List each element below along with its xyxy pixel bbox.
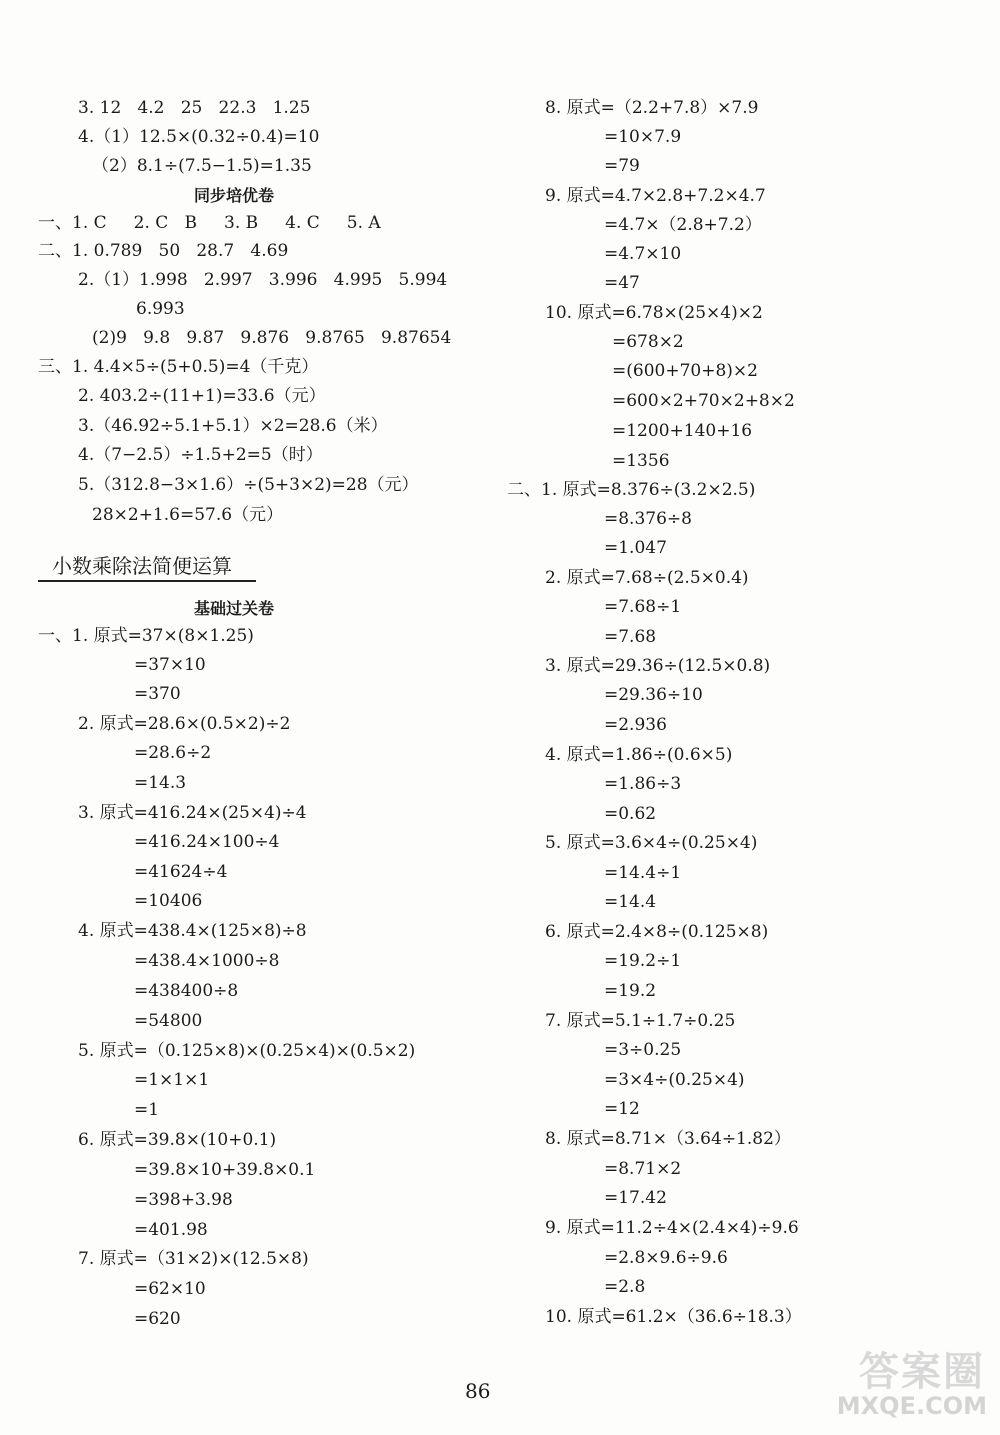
answer-line: 5.（312.8−3×1.6）÷(5+3×2)=28（元） [78, 475, 419, 495]
answer-line: =47 [604, 273, 640, 293]
answer-line: 10. 原式=61.2×（36.6÷18.3） [545, 1307, 802, 1327]
answer-line: =1200+140+16 [612, 421, 753, 441]
answer-line: =28.6÷2 [134, 743, 212, 763]
answer-line: 4. 原式=1.86÷(0.6×5) [545, 745, 733, 765]
answer-line: 9. 原式=4.7×2.8+7.2×4.7 [545, 186, 766, 206]
answer-line: =79 [604, 156, 640, 176]
answer-line: =1 [134, 1100, 160, 1120]
answer-line: =1356 [612, 451, 670, 471]
page-number: 86 [465, 1379, 491, 1403]
subsection-heading: 基础过关卷 [194, 599, 275, 618]
answer-line: =62×10 [134, 1279, 206, 1299]
section-title-underline [38, 580, 256, 582]
answer-line: =370 [134, 684, 181, 704]
answer-line: =19.2 [604, 981, 657, 1001]
answer-line: =39.8×10+39.8×0.1 [134, 1160, 316, 1180]
answer-line: 一、1. 原式=37×(8×1.25) [38, 626, 254, 646]
answer-line: 6. 原式=39.8×(10+0.1) [78, 1130, 277, 1150]
answer-line: =4.7×（2.8+7.2） [604, 215, 762, 235]
answer-line: 2. 原式=7.68÷(2.5×0.4) [545, 568, 749, 588]
answer-line: (2)9 9.8 9.87 9.876 9.8765 9.87654 [92, 328, 452, 348]
answer-line: 6.993 [136, 299, 185, 319]
watermark-text: 答案圈 [859, 1349, 985, 1395]
answer-line: =10×7.9 [604, 127, 682, 147]
answer-line: =678×2 [612, 332, 684, 352]
answer-line: =14.4÷1 [604, 863, 682, 883]
answer-line: =29.36÷10 [604, 685, 703, 705]
answer-line: =416.24×100÷4 [134, 832, 280, 852]
answer-line: =1×1×1 [134, 1070, 210, 1090]
answer-line: =600×2+70×2+8×2 [612, 391, 795, 411]
answer-line: 8. 原式=8.71×（3.64÷1.82） [545, 1129, 791, 1149]
answer-line: =(600+70+8)×2 [612, 361, 758, 381]
answer-line: 2. 原式=28.6×(0.5×2)÷2 [78, 714, 291, 734]
answer-line: =41624÷4 [134, 862, 228, 882]
answer-line: 三、1. 4.4×5÷(5+0.5)=4（千克） [38, 357, 319, 377]
answer-line: =12 [604, 1099, 640, 1119]
answer-line: 8. 原式=（2.2+7.8）×7.9 [545, 98, 759, 118]
answer-line: 3.（46.92÷5.1+5.1）×2=28.6（米） [78, 416, 388, 436]
answer-line: 4. 原式=438.4×(125×8)÷8 [78, 921, 307, 941]
answer-line: =8.71×2 [604, 1159, 682, 1179]
answer-line: 3. 原式=29.36÷(12.5×0.8) [545, 656, 771, 676]
answer-line: =0.62 [604, 804, 657, 824]
answer-line: =3×4÷(0.25×4) [604, 1070, 745, 1090]
answer-line: 4.（1）12.5×(0.32÷0.4)=10 [78, 127, 320, 147]
answer-line: 一、1. C 2. C B 3. B 4. C 5. A [38, 213, 381, 233]
answer-line: =17.42 [604, 1188, 667, 1208]
answer-line: =14.4 [604, 892, 657, 912]
answer-line: =3÷0.25 [604, 1040, 682, 1060]
answer-line: =37×10 [134, 655, 206, 675]
answer-line: =438.4×1000÷8 [134, 951, 280, 971]
answer-line: =438400÷8 [134, 981, 239, 1001]
answer-line: =7.68÷1 [604, 597, 682, 617]
section-title: 小数乘除法简便运算 [52, 554, 232, 578]
answer-line: 7. 原式=（31×2)×(12.5×8) [78, 1249, 309, 1269]
answer-line: =54800 [134, 1011, 203, 1031]
answer-line: =1.047 [604, 538, 667, 558]
answer-line: =2.8 [604, 1277, 646, 1297]
watermark-logo [800, 1340, 995, 1428]
answer-line: =10406 [134, 891, 203, 911]
answer-line: 9. 原式=11.2÷4×(2.4×4)÷9.6 [545, 1218, 799, 1238]
answer-line: 二、1. 0.789 50 28.7 4.69 [38, 241, 289, 261]
subsection-heading: 同步培优卷 [194, 186, 275, 205]
answer-line: =4.7×10 [604, 244, 682, 264]
answer-line: 10. 原式=6.78×(25×4)×2 [545, 303, 763, 323]
answer-line: =398+3.98 [134, 1190, 233, 1210]
answer-line: 7. 原式=5.1÷1.7÷0.25 [545, 1011, 736, 1031]
answer-line: =14.3 [134, 773, 187, 793]
watermark-url: MXQE.COM [836, 1392, 987, 1420]
answer-line: =1.86÷3 [604, 774, 682, 794]
answer-line: =8.376÷8 [604, 509, 692, 529]
answer-line: 4.（7−2.5）÷1.5+2=5（时） [78, 445, 323, 465]
answer-line: =19.2÷1 [604, 951, 682, 971]
answer-line: =2.8×9.6÷9.6 [604, 1248, 728, 1268]
answer-line: 3. 12 4.2 25 22.3 1.25 [78, 98, 311, 118]
answer-line: 6. 原式=2.4×8÷(0.125×8) [545, 922, 769, 942]
answer-line: 28×2+1.6=57.6（元） [92, 505, 284, 525]
answer-line: 5. 原式=3.6×4÷(0.25×4) [545, 833, 758, 853]
answer-line: 3. 原式=416.24×(25×4)÷4 [78, 803, 307, 823]
answer-line: =620 [134, 1309, 181, 1329]
answer-line: =7.68 [604, 627, 657, 647]
answer-line: 2. 403.2÷(11+1)=33.6（元） [78, 386, 326, 406]
answer-line: 2.（1）1.998 2.997 3.996 4.995 5.994 [78, 270, 448, 290]
answer-line: =2.936 [604, 715, 667, 735]
answer-line: =401.98 [134, 1220, 208, 1240]
answer-line: （2）8.1÷(7.5−1.5)=1.35 [92, 156, 312, 176]
answer-line: 二、1. 原式=8.376÷(3.2×2.5) [507, 480, 756, 500]
answer-line: 5. 原式=（0.125×8)×(0.25×4)×(0.5×2) [78, 1041, 416, 1061]
